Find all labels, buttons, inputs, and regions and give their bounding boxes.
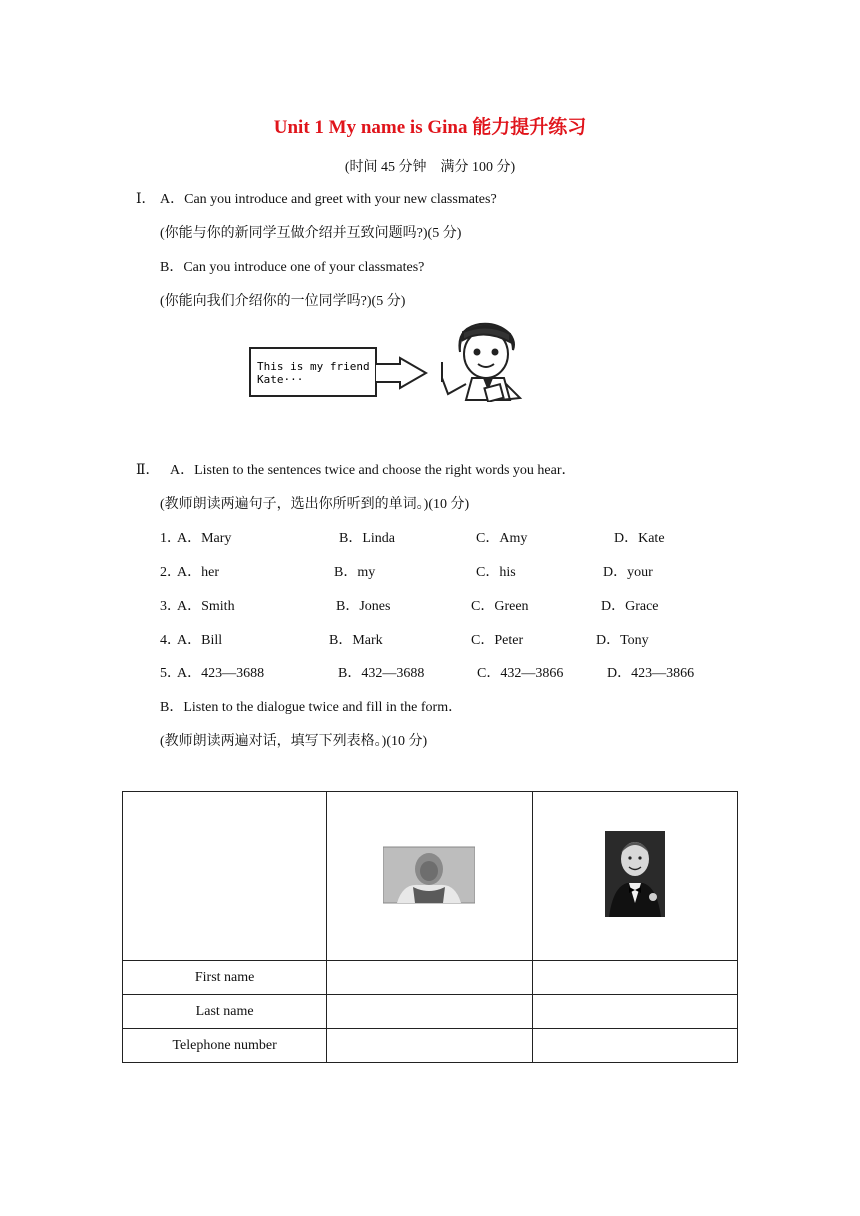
section2-a-note: (教师朗读两遍句子，选出你所听到的单词。)(10 分) — [160, 497, 470, 512]
question-1 — [0, 530, 860, 548]
section1-a-note: (你能与你的新同学互做介绍并互致问题吗?)(5 分) — [160, 226, 462, 241]
option-b: B．Linda — [339, 531, 395, 546]
question-3 — [0, 598, 860, 616]
option-d: D．423—3866 — [607, 666, 695, 681]
option-a: A．Smith — [177, 599, 235, 614]
option-d: D．Grace — [601, 599, 659, 614]
option-c: C．Amy — [476, 531, 528, 546]
question-number: 2． — [160, 565, 181, 580]
form-row-last-name — [123, 995, 738, 1029]
sign-text-line1: This is my friend — [257, 360, 370, 373]
option-b: B．Jones — [336, 599, 391, 614]
answer-cell[interactable] — [532, 1029, 737, 1063]
photo-cell-girl — [327, 792, 532, 961]
sign-text-line2: Kate··· — [257, 373, 304, 386]
option-b: B．432—3688 — [338, 666, 425, 681]
section2-numeral: Ⅱ． — [136, 463, 160, 478]
blank-header-cell — [123, 792, 327, 961]
section1-b-prompt: B．Can you introduce one of your classmates? — [160, 260, 425, 275]
answer-cell[interactable] — [532, 995, 737, 1029]
boy-photo — [605, 831, 665, 917]
illustration-boy-with-sign — [248, 322, 533, 402]
question-number: 4． — [160, 633, 181, 648]
option-d: D．Kate — [614, 531, 665, 546]
option-a: A．her — [177, 565, 219, 580]
section1-numeral: Ⅰ． — [136, 192, 156, 207]
photo-cell-boy — [532, 792, 737, 961]
option-a: A．423—3688 — [177, 666, 265, 681]
arrow-right-icon — [376, 358, 426, 388]
question-2 — [0, 564, 860, 582]
question-number: 1． — [160, 531, 181, 546]
answer-cell[interactable] — [327, 1029, 532, 1063]
option-b: B．Mark — [329, 633, 383, 648]
form-row-telephone-number — [123, 1029, 738, 1063]
option-c: C．Peter — [471, 633, 524, 648]
question-number: 3． — [160, 599, 181, 614]
answer-cell[interactable] — [327, 961, 532, 995]
option-a: A．Bill — [177, 633, 223, 648]
row-label: Telephone number — [123, 1029, 327, 1063]
section2-a-prompt: A．Listen to the sentences twice and choose the right words you hear． — [170, 463, 576, 478]
section2-b-prompt: B．Listen to the dialogue twice and fill in the form． — [160, 700, 463, 715]
answer-cell[interactable] — [327, 995, 532, 1029]
page-title: Unit 1 My name is Gina 能力提升练习 — [273, 117, 587, 138]
section1-b-note: (你能向我们介绍你的一位同学吗?)(5 分) — [160, 294, 406, 309]
row-label: First name — [123, 961, 327, 995]
row-label: Last name — [123, 995, 327, 1029]
question-number: 5． — [160, 666, 181, 681]
boy-figure — [442, 324, 520, 402]
subtitle: (时间 45 分钟 满分 100 分) — [344, 160, 516, 175]
info-form-table — [122, 791, 738, 1063]
photo-row — [123, 792, 738, 961]
option-a: A．Mary — [177, 531, 232, 546]
option-c: C．his — [476, 565, 516, 580]
question-4 — [0, 632, 860, 650]
question-list — [0, 530, 860, 700]
option-d: D．Tony — [596, 633, 649, 648]
section1-a-prompt: A．Can you introduce and greet with your new classmates? — [160, 192, 497, 207]
option-c: C．Green — [471, 599, 529, 614]
option-d: D．your — [603, 565, 653, 580]
form-row-first-name — [123, 961, 738, 995]
option-c: C．432—3866 — [477, 666, 564, 681]
option-b: B．my — [334, 565, 376, 580]
girl-photo — [383, 843, 475, 905]
section2-b-note: (教师朗读两遍对话，填写下列表格。)(10 分) — [160, 734, 428, 749]
question-5 — [0, 665, 860, 683]
answer-cell[interactable] — [532, 961, 737, 995]
